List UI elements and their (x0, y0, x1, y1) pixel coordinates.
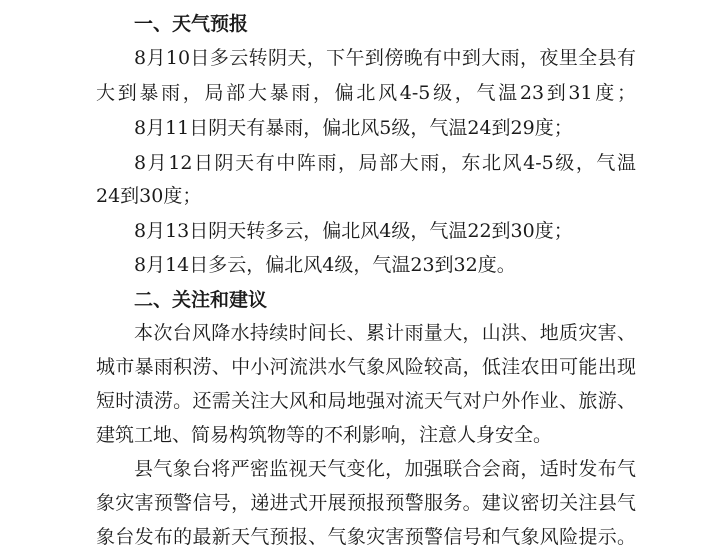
section-heading-attention-advice: 二、关注和建议 (134, 289, 268, 311)
advice-line: 城市暴雨积涝、中小河流洪水气象风险较高，低洼农田可能出现 (96, 356, 636, 378)
forecast-line: 8月12日阴天有中阵雨，局部大雨，东北风4-5级，气温 (134, 152, 636, 174)
forecast-line: 8月13日阴天转多云，偏北风4级，气温22到30度； (134, 220, 573, 242)
advice-line: 建筑工地、简易构筑物等的不利影响，注意人身安全。 (96, 424, 553, 446)
forecast-line: 大到暴雨，局部大暴雨，偏北风4-5级，气温23到31度； (96, 82, 636, 104)
forecast-line: 24到30度； (96, 185, 202, 207)
advice-line: 短时渍涝。还需关注大风和局地强对流天气对户外作业、旅游、 (96, 390, 636, 412)
forecast-line: 8月11日阴天有暴雨，偏北风5级，气温24到29度； (134, 117, 573, 139)
advice-line: 本次台风降水持续时间长、累计雨量大，山洪、地质灾害、 (134, 322, 636, 344)
advice-line: 象灾害预警信号，递进式开展预报预警服务。建议密切关注县气 (96, 492, 636, 514)
advice-line: 县气象台将严密监视天气变化，加强联合会商，适时发布气 (134, 458, 636, 480)
forecast-line: 8月10日多云转阴天，下午到傍晚有中到大雨，夜里全县有 (134, 47, 636, 69)
advice-line: 象台发布的最新天气预报、气象灾害预警信号和气象风险提示。 (96, 526, 636, 548)
section-heading-weather-forecast: 一、天气预报 (134, 13, 249, 35)
forecast-line: 8月14日多云，偏北风4级，气温23到32度。 (134, 254, 516, 276)
